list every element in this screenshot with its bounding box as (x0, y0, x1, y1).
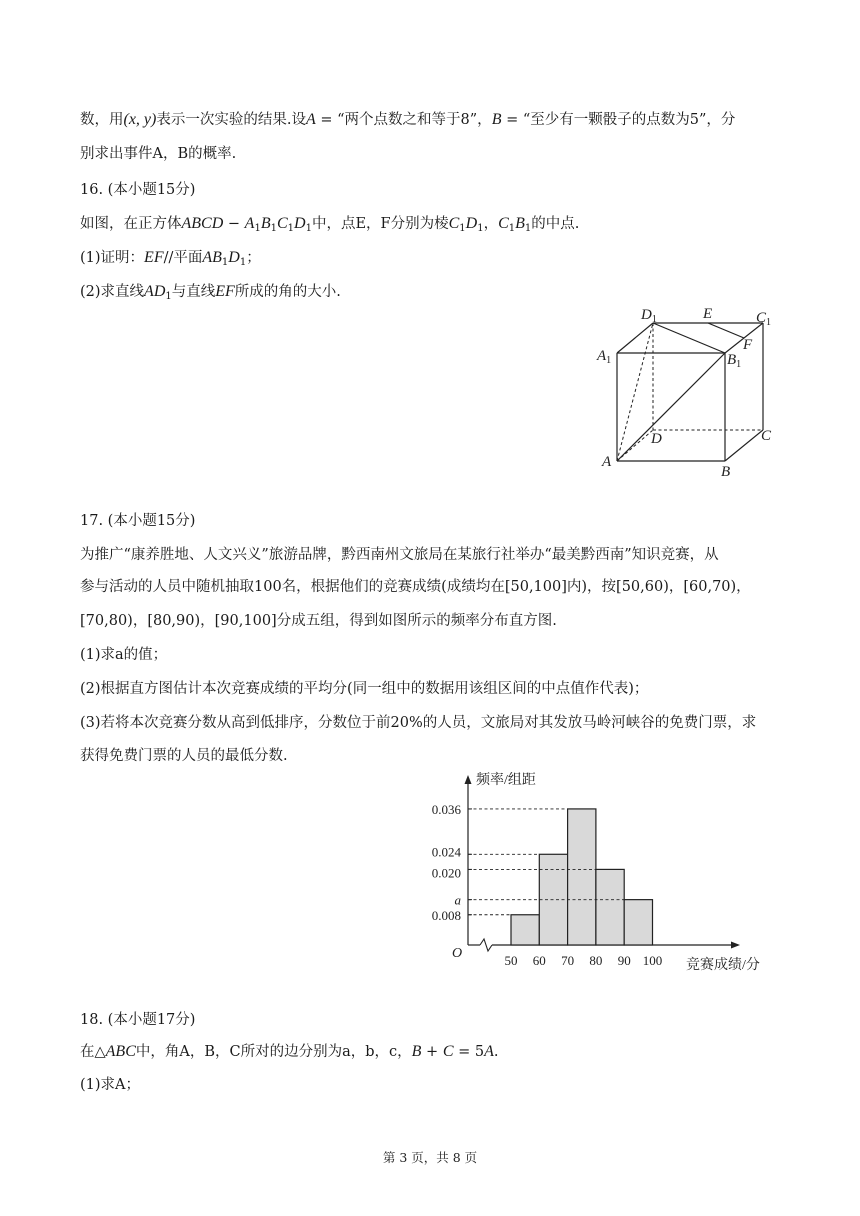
label-C: C (761, 428, 772, 444)
frequency-histogram (400, 765, 790, 980)
q15-line1: 数，用(x, y)表示一次实验的结果.设A = “两个点数之和等于8”，B = “至少有一颗骰子的点数为5”，分 (80, 111, 736, 128)
cube-figure (590, 300, 790, 485)
x-tick-label: 90 (617, 953, 631, 968)
q16-header: 16. (本小题15分) (80, 182, 196, 198)
q16-part2: (2)求直线$AD_1$与直线EF所成的角的大小. (80, 283, 341, 302)
q16-part1: (1)证明：EF//平面$AB_1D_1$； (80, 249, 261, 268)
label-C1: $C_1$ (756, 310, 772, 328)
y-axis-arrow (465, 775, 472, 784)
label-A: A (602, 454, 612, 470)
q18-stem: 在△ABC中，角A，B，C所对的边分别为a，b，c，B + C = 5A. (80, 1043, 499, 1060)
histogram-bar (596, 869, 624, 945)
label-E: E (703, 306, 713, 322)
label-D: D (651, 431, 662, 447)
label-D1: $D_1$ (641, 307, 657, 325)
label-B1: $B_1$ (727, 352, 742, 370)
q15-line2: 别求出事件A，B的概率. (80, 146, 237, 162)
q17-header: 17. (本小题15分) (80, 513, 196, 529)
q17-stem-line2: 参与活动的人员中随机抽取100名，根据他们的竞赛成绩(成绩均在[50,100]内)，按[50,60)，[60,70)， (80, 579, 751, 595)
q16-stem: 如图，在正方体ABCD − $A_1B_1C_1D_1$中，点E，F分别为棱$C_1D_1$，$C_1B_1$的中点. (80, 215, 580, 234)
x-axis-title: 竞赛成绩/分 (686, 958, 760, 973)
x-tick-label: 70 (561, 953, 575, 968)
x-tick-label: 100 (642, 953, 663, 968)
q17-part3-line2: 获得免费门票的人员的最低分数. (80, 748, 288, 764)
axis-break-mark (480, 939, 492, 951)
label-B: B (721, 464, 731, 480)
q18-part1: (1)求A； (80, 1077, 141, 1093)
histogram-bar (568, 809, 596, 945)
y-tick-label: 0.024 (431, 844, 461, 860)
histogram-bar (511, 915, 539, 945)
q18-header: 18. (本小题17分) (80, 1012, 196, 1028)
y-axis-title: 频率/组距 (476, 773, 536, 788)
histogram-bar (624, 900, 652, 945)
x-tick-label: 50 (504, 953, 518, 968)
q17-stem-line3: [70,80)，[80,90)，[90,100]分成五组，得到如图所示的频率分布直方图. (80, 613, 557, 629)
label-A1: $A_1$ (597, 348, 612, 366)
y-tick-label: 0.020 (431, 865, 461, 881)
q17-part1: (1)求a的值； (80, 647, 168, 663)
q17-part3-line1: (3)若将本次竞赛分数从高到低排序，分数位于前20%的人员，文旅局对其发放马岭河峡谷的免费门票，求 (80, 715, 757, 731)
q17-part2: (2)根据直方图估计本次竞赛成绩的平均分(同一组中的数据用该组区间的中点值作代表)； (80, 681, 649, 697)
x-tick-label: 60 (532, 953, 546, 968)
x-axis-arrow (731, 942, 740, 949)
y-tick-label: 0.008 (431, 907, 461, 923)
origin-label: O (452, 946, 463, 961)
y-tick-label: a (454, 892, 461, 908)
y-tick-label: 0.036 (431, 801, 461, 817)
label-F: F (743, 337, 753, 353)
q17-stem-line1: 为推广“康养胜地、人文兴义”旅游品牌，黔西南州文旅局在某旅行社举办“最美黔西南”知识竞赛，从 (80, 547, 719, 563)
page-footer: 第 3 页，共 8 页 (382, 1150, 478, 1165)
x-tick-label: 80 (589, 953, 603, 968)
